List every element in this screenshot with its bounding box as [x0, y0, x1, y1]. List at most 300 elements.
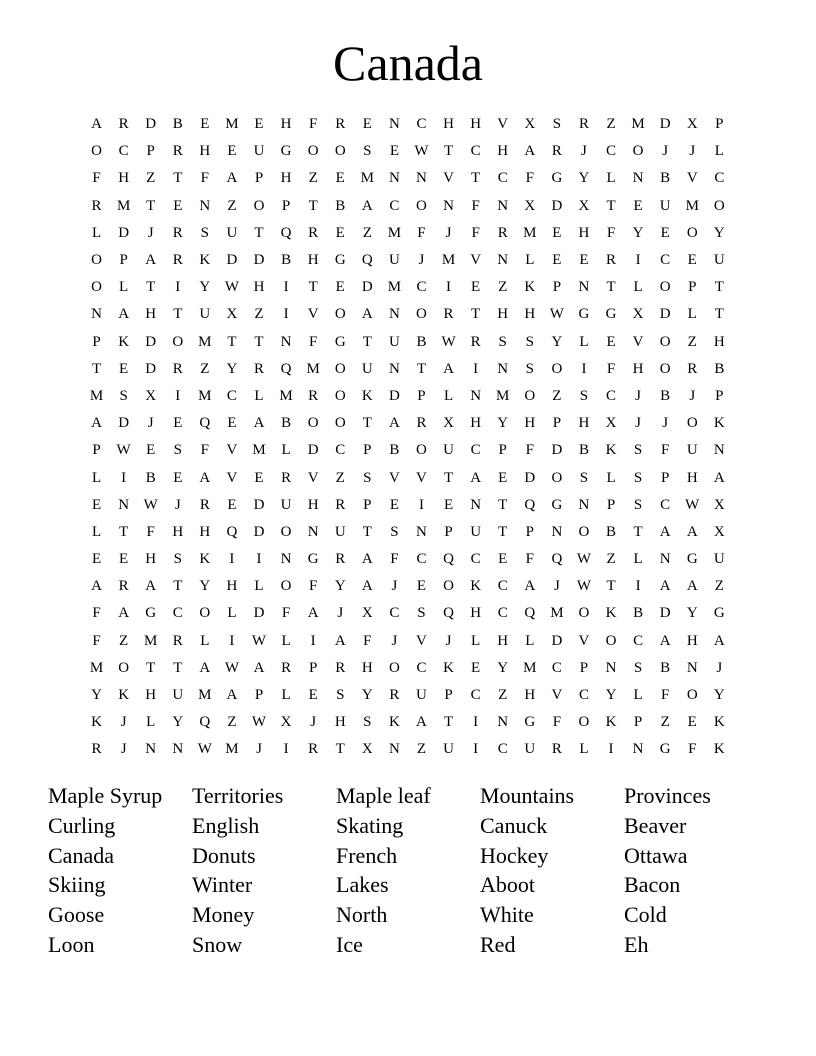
grid-letter: E [579, 252, 589, 269]
grid-letter: K [605, 605, 617, 622]
grid-letter: T [254, 333, 264, 350]
grid-letter: T [146, 197, 156, 214]
grid-letter: C [416, 279, 427, 296]
grid-letter: T [633, 523, 643, 540]
grid-letter: H [686, 469, 698, 486]
grid-letter: N [659, 551, 671, 568]
grid-letter: T [91, 360, 102, 377]
grid-letter: H [118, 170, 130, 187]
grid-letter: X [524, 116, 536, 133]
grid-letter: U [388, 252, 400, 269]
grid-letter: P [525, 523, 534, 540]
grid-letter: O [659, 279, 671, 296]
grid-letter: A [713, 469, 725, 486]
grid-letter: V [497, 116, 509, 133]
grid-letter: Z [714, 578, 724, 595]
grid-letter: D [551, 632, 563, 649]
grid-letter: E [552, 252, 562, 269]
grid-letter: I [121, 469, 127, 486]
grid-letter: R [308, 224, 319, 241]
grid-letter: V [416, 632, 427, 649]
grid-letter: P [552, 279, 562, 296]
grid-letter: O [578, 605, 590, 622]
grid-letter: I [581, 360, 587, 377]
grid-letter: A [253, 415, 265, 432]
grid-letter: I [283, 306, 289, 323]
grid-letter: U [713, 252, 725, 269]
grid-letter: K [388, 714, 400, 731]
grid-letter: S [173, 442, 182, 459]
grid-letter: H [172, 523, 184, 540]
grid-row [83, 410, 733, 437]
grid-letter: Z [606, 551, 616, 568]
grid-letter: R [470, 333, 481, 350]
grid-letter: F [200, 170, 210, 187]
grid-letter: Y [686, 605, 698, 622]
grid-letter: M [252, 442, 266, 459]
grid-letter: W [251, 632, 267, 649]
grid-letter: O [605, 632, 617, 649]
grid-letter: S [633, 469, 643, 486]
grid-letter: C [335, 442, 346, 459]
grid-letter: E [227, 496, 237, 513]
grid-letter: H [199, 143, 211, 160]
grid-letter: D [659, 605, 671, 622]
grid-letter: B [281, 415, 292, 432]
grid-letter: H [145, 306, 157, 323]
grid-letter: I [635, 252, 641, 269]
grid-letter: P [606, 496, 616, 513]
grid-letter: I [608, 741, 614, 758]
grid-letter: J [256, 741, 262, 758]
grid-letter: J [391, 632, 398, 649]
grid-letter: P [498, 442, 507, 459]
grid-letter: L [606, 469, 616, 486]
grid-letter: T [714, 279, 724, 296]
grid-letter: T [416, 360, 427, 377]
grid-letter: O [524, 387, 536, 404]
grid-letter: O [172, 333, 184, 350]
grid-letter: N [497, 197, 509, 214]
grid-letter: D [145, 116, 157, 133]
grid-row [83, 301, 733, 328]
grid-letter: S [363, 469, 372, 486]
grid-letter: Q [551, 551, 563, 568]
grid-letter: R [308, 387, 319, 404]
grid-letter: B [416, 333, 427, 350]
grid-letter: X [578, 197, 590, 214]
grid-row [83, 600, 733, 627]
word-list-item: French [336, 842, 398, 868]
grid-letter: F [363, 632, 372, 649]
grid-letter: N [416, 523, 427, 540]
grid-letter: Z [308, 170, 318, 187]
grid-letter: U [416, 687, 427, 704]
grid-letter: Y [551, 333, 563, 350]
grid-row [83, 519, 733, 546]
grid-letter: A [361, 551, 373, 568]
grid-letter: M [387, 279, 402, 296]
grid-letter: I [446, 279, 452, 296]
grid-row [83, 736, 733, 763]
grid-letter: A [118, 605, 130, 622]
grid-letter: Q [443, 551, 454, 568]
grid-letter: L [200, 632, 210, 649]
grid-letter: T [335, 741, 345, 758]
grid-letter: D [118, 224, 130, 241]
grid-letter: K [713, 415, 725, 432]
grid-letter: A [659, 632, 671, 649]
grid-letter: S [173, 551, 182, 568]
grid-letter: Z [552, 387, 562, 404]
grid-letter: M [306, 360, 320, 377]
grid-letter: S [417, 605, 426, 622]
grid-letter: Z [687, 333, 697, 350]
grid-letter: C [578, 687, 589, 704]
grid-letter: V [226, 442, 238, 459]
grid-letter: G [659, 741, 671, 758]
grid-letter: I [310, 632, 316, 649]
grid-letter: W [251, 714, 267, 731]
grid-letter: D [145, 360, 157, 377]
word-list-item: Eh [624, 931, 649, 957]
grid-row [83, 111, 733, 138]
grid-letter: C [416, 116, 427, 133]
grid-row [83, 492, 733, 519]
grid-letter: V [307, 469, 319, 486]
grid-letter: M [496, 387, 510, 404]
grid-letter: O [307, 143, 319, 160]
grid-letter: F [525, 170, 534, 187]
grid-letter: H [524, 306, 536, 323]
grid-letter: T [119, 523, 129, 540]
grid-letter: J [391, 578, 398, 595]
grid-letter: L [687, 306, 697, 323]
grid-letter: V [551, 687, 563, 704]
grid-letter: R [551, 741, 562, 758]
grid-letter: P [552, 415, 562, 432]
word-list-item: Skating [336, 812, 404, 838]
grid-letter: Z [335, 469, 345, 486]
grid-letter: F [390, 551, 399, 568]
grid-letter: A [686, 523, 698, 540]
grid-letter: T [443, 714, 454, 731]
grid-letter: F [525, 551, 534, 568]
grid-letter: R [172, 143, 183, 160]
grid-letter: O [334, 306, 346, 323]
grid-letter: D [551, 197, 563, 214]
grid-letter: N [632, 170, 644, 187]
grid-letter: F [281, 605, 291, 622]
grid-letter: U [388, 333, 400, 350]
grid-letter: I [256, 551, 262, 568]
grid-letter: P [119, 252, 128, 269]
grid-letter: R [91, 741, 102, 758]
grid-letter: Z [660, 714, 670, 731]
grid-letter: A [361, 306, 373, 323]
grid-letter: S [200, 224, 210, 241]
grid-letter: R [254, 360, 265, 377]
grid-row [83, 628, 733, 655]
grid-letter: E [362, 116, 372, 133]
grid-letter: F [552, 714, 562, 731]
grid-letter: C [714, 170, 725, 187]
grid-letter: J [120, 741, 127, 758]
grid-letter: S [363, 714, 372, 731]
grid-letter: P [92, 333, 101, 350]
grid-letter: L [227, 605, 237, 622]
grid-letter: N [578, 279, 590, 296]
grid-letter: F [417, 224, 426, 241]
grid-letter: L [606, 170, 616, 187]
grid-letter: P [254, 687, 264, 704]
word-list-item: Territories [192, 783, 284, 808]
grid-letter: M [441, 252, 456, 269]
grid-letter: R [308, 741, 319, 758]
grid-letter: R [578, 116, 589, 133]
grid-letter: A [307, 605, 319, 622]
grid-letter: O [416, 442, 427, 459]
grid-letter: P [363, 496, 372, 513]
grid-letter: D [145, 333, 157, 350]
grid-letter: E [687, 714, 697, 731]
grid-letter: A [334, 632, 346, 649]
grid-letter: T [606, 578, 616, 595]
grid-letter: F [92, 170, 101, 187]
grid-letter: K [361, 387, 373, 404]
grid-letter: I [473, 360, 479, 377]
grid-letter: H [497, 632, 509, 649]
grid-letter: Y [172, 714, 184, 731]
grid-letter: S [633, 442, 643, 459]
grid-letter: L [443, 387, 454, 404]
grid-letter: X [605, 415, 617, 432]
word-list-item: Cold [624, 902, 667, 928]
grid-letter: T [471, 306, 481, 323]
grid-letter: N [388, 360, 400, 377]
grid-letter: E [91, 496, 102, 513]
grid-letter: Y [497, 415, 509, 432]
grid-letter: Z [498, 279, 508, 296]
grid-letter: I [418, 496, 424, 513]
grid-letter: Q [226, 523, 238, 540]
grid-letter: G [145, 605, 157, 622]
grid-letter: C [389, 605, 400, 622]
grid-letter: O [91, 279, 102, 296]
grid-letter: T [173, 170, 183, 187]
grid-letter: A [686, 578, 698, 595]
grid-letter: O [443, 578, 454, 595]
grid-letter: O [713, 197, 725, 214]
grid-letter: Y [497, 659, 509, 676]
grid-letter: L [281, 632, 291, 649]
grid-letter: J [553, 578, 560, 595]
grid-letter: R [281, 469, 292, 486]
grid-letter: E [227, 415, 237, 432]
grid-letter: U [524, 741, 536, 758]
grid-letter: Z [362, 224, 372, 241]
grid-letter: L [525, 632, 535, 649]
grid-letter: N [388, 306, 400, 323]
grid-letter: O [686, 224, 698, 241]
grid-letter: O [253, 197, 265, 214]
grid-letter: A [713, 632, 725, 649]
grid-letter: W [116, 442, 131, 459]
grid-letter: R [199, 496, 210, 513]
grid-letter: H [226, 578, 238, 595]
grid-letter: T [443, 143, 454, 160]
grid-letter: S [633, 659, 643, 676]
grid-letter: L [633, 687, 643, 704]
grid-letter: F [525, 442, 534, 459]
grid-letter: M [279, 387, 293, 404]
grid-letter: E [660, 224, 670, 241]
grid-letter: T [146, 659, 156, 676]
grid-letter: J [174, 496, 181, 513]
grid-letter: D [118, 415, 130, 432]
grid-letter: C [470, 687, 481, 704]
grid-letter: M [89, 659, 104, 676]
word-list-item: Loon [48, 931, 95, 957]
grid-letter: R [389, 687, 400, 704]
grid-letter: R [118, 116, 129, 133]
grid-letter: F [308, 578, 318, 595]
word-list-item: Ice [336, 931, 363, 957]
grid-letter: K [524, 279, 536, 296]
grid-row [83, 247, 733, 274]
grid-letter: E [498, 551, 508, 568]
grid-letter: P [715, 387, 724, 404]
grid-letter: Y [226, 360, 238, 377]
grid-letter: J [445, 632, 452, 649]
grid-letter: N [551, 523, 563, 540]
grid-letter: L [579, 741, 589, 758]
grid-letter: W [441, 333, 456, 350]
grid-letter: R [497, 224, 508, 241]
grid-letter: Z [200, 360, 210, 377]
grid-letter: N [443, 197, 454, 214]
grid-letter: K [470, 578, 482, 595]
grid-letter: Y [578, 170, 590, 187]
grid-letter: T [173, 306, 183, 323]
grid-letter: D [659, 116, 671, 133]
grid-letter: S [525, 360, 534, 377]
grid-letter: X [632, 306, 644, 323]
grid-letter: T [146, 279, 156, 296]
grid-letter: W [224, 659, 240, 676]
grid-letter: S [363, 143, 372, 160]
grid-letter: R [416, 415, 427, 432]
grid-letter: Y [199, 279, 211, 296]
grid-letter: E [308, 687, 318, 704]
grid-letter: N [280, 551, 292, 568]
grid-letter: X [361, 741, 373, 758]
grid-letter: N [280, 333, 292, 350]
grid-row [83, 193, 733, 220]
word-list-item: Curling [48, 812, 116, 838]
grid-letter: T [362, 523, 372, 540]
grid-letter: I [473, 714, 479, 731]
grid-letter: J [716, 659, 723, 676]
grid-row [83, 546, 733, 573]
grid-letter: L [525, 252, 535, 269]
grid-letter: L [146, 714, 156, 731]
grid-letter: R [335, 551, 346, 568]
grid-letter: C [470, 143, 481, 160]
grid-letter: Z [416, 741, 427, 758]
grid-letter: M [225, 741, 239, 758]
grid-letter: U [686, 442, 698, 459]
grid-row [83, 464, 733, 491]
grid-letter: Q [280, 224, 292, 241]
grid-letter: K [91, 714, 102, 731]
grid-letter: Y [605, 687, 617, 704]
grid-letter: G [578, 306, 590, 323]
grid-letter: L [633, 279, 643, 296]
grid-letter: M [631, 116, 645, 133]
grid-letter: A [145, 578, 157, 595]
grid-letter: O [118, 659, 130, 676]
grid-letter: E [254, 469, 264, 486]
grid-letter: A [524, 143, 536, 160]
grid-letter: E [498, 469, 508, 486]
grid-letter: Q [524, 605, 536, 622]
grid-letter: T [173, 578, 183, 595]
grid-letter: P [444, 523, 453, 540]
grid-letter: T [714, 306, 724, 323]
grid-letter: A [361, 578, 373, 595]
grid-letter: J [147, 415, 154, 432]
word-list-item: Maple Syrup [48, 783, 163, 808]
grid-letter: O [686, 415, 698, 432]
grid-letter: A [659, 578, 671, 595]
grid-letter: C [416, 659, 427, 676]
grid-letter: Z [227, 714, 237, 731]
grid-letter: O [578, 523, 590, 540]
grid-letter: N [470, 496, 482, 513]
grid-letter: C [606, 143, 617, 160]
grid-letter: G [334, 333, 346, 350]
grid-letter: K [605, 442, 617, 459]
grid-letter: Q [280, 360, 292, 377]
grid-letter: H [632, 360, 644, 377]
grid-letter: P [146, 143, 155, 160]
grid-letter: R [118, 578, 129, 595]
grid-letter: H [470, 415, 482, 432]
grid-letter: A [226, 170, 238, 187]
grid-letter: H [713, 333, 725, 350]
grid-letter: J [689, 143, 696, 160]
grid-letter: L [119, 279, 129, 296]
grid-letter: G [551, 496, 563, 513]
grid-letter: U [443, 741, 454, 758]
grid-letter: P [281, 197, 291, 214]
grid-letter: Z [498, 687, 508, 704]
grid-letter: X [280, 714, 292, 731]
grid-letter: M [198, 687, 212, 704]
grid-letter: V [226, 469, 238, 486]
grid-letter: B [172, 116, 183, 133]
grid-letter: H [578, 224, 590, 241]
grid-letter: S [498, 333, 507, 350]
grid-letter: B [714, 360, 725, 377]
grid-letter: P [633, 714, 643, 731]
grid-letter: F [308, 333, 318, 350]
grid-letter: J [635, 387, 642, 404]
grid-letter: L [714, 143, 724, 160]
grid-letter: M [685, 197, 699, 214]
grid-letter: T [227, 333, 237, 350]
